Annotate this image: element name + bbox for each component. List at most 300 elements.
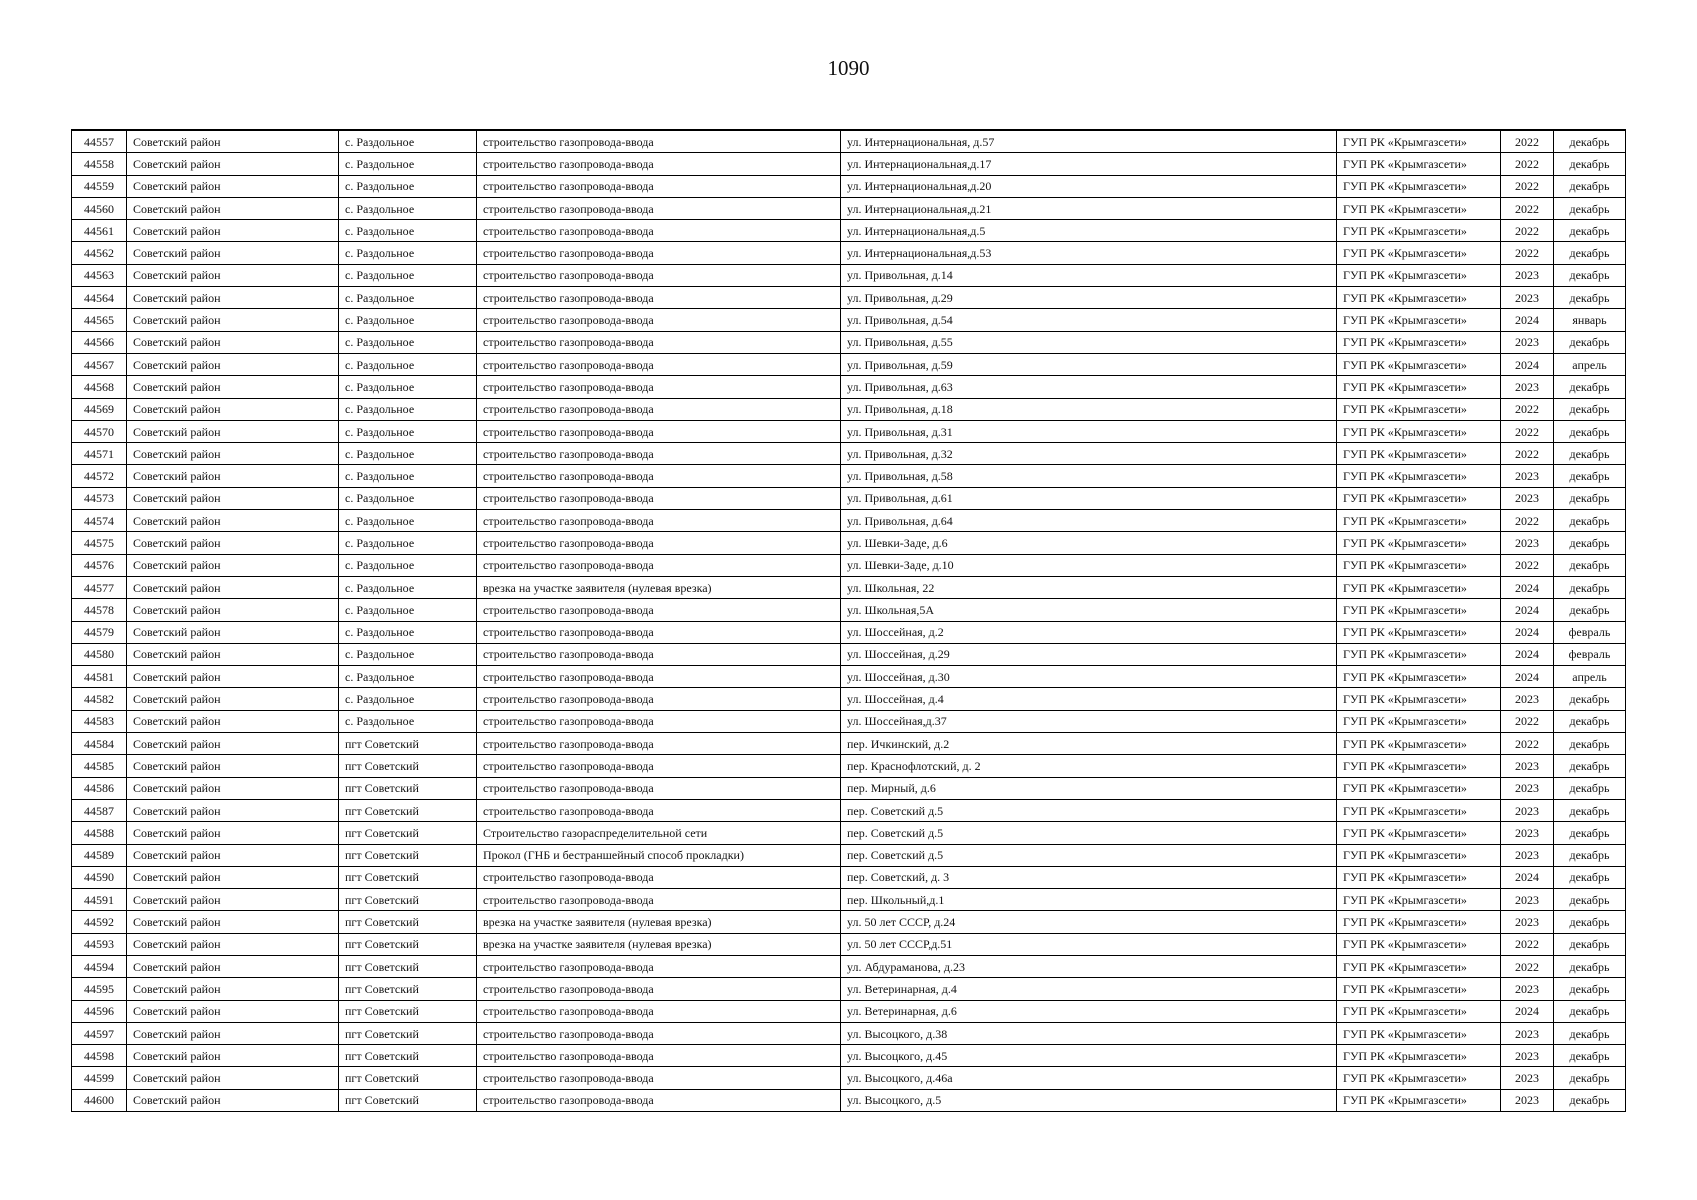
cell-organization: ГУП РК «Крымгазсети» (1337, 599, 1501, 621)
cell-row-number: 44576 (72, 554, 127, 576)
cell-month: декабрь (1554, 844, 1626, 866)
cell-work-type: врезка на участке заявителя (нулевая врезка) (477, 911, 841, 933)
cell-year: 2024 (1501, 576, 1554, 598)
cell-district: Советский район (127, 822, 339, 844)
cell-address: ул. Привольная, д.14 (841, 264, 1337, 286)
cell-work-type: строительство газопровода-ввода (477, 510, 841, 532)
cell-row-number: 44579 (72, 621, 127, 643)
cell-month: декабрь (1554, 130, 1626, 153)
cell-district: Советский район (127, 532, 339, 554)
cell-address: ул. Привольная, д.55 (841, 331, 1337, 353)
cell-work-type: строительство газопровода-ввода (477, 710, 841, 732)
table-row (72, 175, 1626, 197)
cell-year: 2022 (1501, 933, 1554, 955)
table-row (72, 733, 1626, 755)
cell-work-type: строительство газопровода-ввода (477, 398, 841, 420)
cell-year: 2023 (1501, 487, 1554, 509)
table-row (72, 688, 1626, 710)
cell-row-number: 44581 (72, 666, 127, 688)
cell-organization: ГУП РК «Крымгазсети» (1337, 554, 1501, 576)
cell-month: декабрь (1554, 889, 1626, 911)
cell-year: 2022 (1501, 733, 1554, 755)
cell-district: Советский район (127, 309, 339, 331)
cell-row-number: 44597 (72, 1022, 127, 1044)
cell-year: 2023 (1501, 978, 1554, 1000)
cell-address: ул. Высоцкого, д.5 (841, 1089, 1337, 1111)
cell-month: январь (1554, 309, 1626, 331)
cell-month: декабрь (1554, 1067, 1626, 1089)
cell-year: 2024 (1501, 643, 1554, 665)
cell-year: 2023 (1501, 376, 1554, 398)
cell-row-number: 44565 (72, 309, 127, 331)
cell-organization: ГУП РК «Крымгазсети» (1337, 264, 1501, 286)
cell-settlement: с. Раздольное (339, 643, 477, 665)
cell-settlement: с. Раздольное (339, 331, 477, 353)
cell-address: ул. Привольная, д.31 (841, 420, 1337, 442)
cell-year: 2022 (1501, 220, 1554, 242)
cell-month: декабрь (1554, 733, 1626, 755)
cell-year: 2023 (1501, 532, 1554, 554)
cell-year: 2022 (1501, 197, 1554, 219)
cell-work-type: врезка на участке заявителя (нулевая врезка) (477, 933, 841, 955)
table-row (72, 1022, 1626, 1044)
cell-work-type: строительство газопровода-ввода (477, 220, 841, 242)
cell-settlement: пгт Советский (339, 1022, 477, 1044)
cell-year: 2023 (1501, 1022, 1554, 1044)
cell-settlement: с. Раздольное (339, 487, 477, 509)
cell-address: ул. Шевки-Заде, д.10 (841, 554, 1337, 576)
cell-organization: ГУП РК «Крымгазсети» (1337, 844, 1501, 866)
table-row (72, 576, 1626, 598)
cell-settlement: с. Раздольное (339, 242, 477, 264)
cell-district: Советский район (127, 264, 339, 286)
cell-organization: ГУП РК «Крымгазсети» (1337, 532, 1501, 554)
cell-settlement: с. Раздольное (339, 554, 477, 576)
cell-row-number: 44557 (72, 130, 127, 153)
cell-month: декабрь (1554, 287, 1626, 309)
cell-year: 2023 (1501, 1067, 1554, 1089)
cell-work-type: строительство газопровода-ввода (477, 242, 841, 264)
cell-year: 2023 (1501, 822, 1554, 844)
cell-organization: ГУП РК «Крымгазсети» (1337, 643, 1501, 665)
cell-organization: ГУП РК «Крымгазсети» (1337, 287, 1501, 309)
cell-organization: ГУП РК «Крымгазсети» (1337, 710, 1501, 732)
cell-row-number: 44562 (72, 242, 127, 264)
cell-row-number: 44584 (72, 733, 127, 755)
table-row (72, 822, 1626, 844)
cell-settlement: пгт Советский (339, 911, 477, 933)
cell-row-number: 44575 (72, 532, 127, 554)
cell-address: ул. Интернациональная,д.5 (841, 220, 1337, 242)
table-row (72, 799, 1626, 821)
cell-district: Советский район (127, 353, 339, 375)
cell-month: декабрь (1554, 197, 1626, 219)
cell-work-type: строительство газопровода-ввода (477, 532, 841, 554)
cell-settlement: с. Раздольное (339, 220, 477, 242)
cell-work-type: Строительство газораспределительной сети (477, 822, 841, 844)
cell-organization: ГУП РК «Крымгазсети» (1337, 688, 1501, 710)
cell-year: 2023 (1501, 264, 1554, 286)
cell-settlement: пгт Советский (339, 844, 477, 866)
cell-row-number: 44572 (72, 465, 127, 487)
cell-district: Советский район (127, 710, 339, 732)
cell-month: декабрь (1554, 933, 1626, 955)
cell-address: ул. Шоссейная, д.30 (841, 666, 1337, 688)
cell-organization: ГУП РК «Крымгазсети» (1337, 911, 1501, 933)
cell-year: 2024 (1501, 309, 1554, 331)
cell-settlement: с. Раздольное (339, 398, 477, 420)
cell-row-number: 44563 (72, 264, 127, 286)
cell-address: ул. Ветеринарная, д.4 (841, 978, 1337, 1000)
cell-month: декабрь (1554, 955, 1626, 977)
cell-organization: ГУП РК «Крымгазсети» (1337, 576, 1501, 598)
cell-year: 2024 (1501, 353, 1554, 375)
cell-work-type: строительство газопровода-ввода (477, 1000, 841, 1022)
cell-organization: ГУП РК «Крымгазсети» (1337, 309, 1501, 331)
cell-district: Советский район (127, 487, 339, 509)
cell-month: декабрь (1554, 822, 1626, 844)
cell-row-number: 44560 (72, 197, 127, 219)
cell-settlement: с. Раздольное (339, 621, 477, 643)
cell-settlement: с. Раздольное (339, 710, 477, 732)
cell-year: 2024 (1501, 1000, 1554, 1022)
cell-row-number: 44571 (72, 443, 127, 465)
cell-district: Советский район (127, 777, 339, 799)
cell-month: декабрь (1554, 465, 1626, 487)
cell-work-type: врезка на участке заявителя (нулевая врезка) (477, 576, 841, 598)
cell-month: декабрь (1554, 599, 1626, 621)
cell-district: Советский район (127, 554, 339, 576)
cell-organization: ГУП РК «Крымгазсети» (1337, 822, 1501, 844)
cell-row-number: 44594 (72, 955, 127, 977)
cell-month: февраль (1554, 621, 1626, 643)
cell-organization: ГУП РК «Крымгазсети» (1337, 1022, 1501, 1044)
cell-settlement: с. Раздольное (339, 420, 477, 442)
cell-address: пер. Краснофлотский, д. 2 (841, 755, 1337, 777)
cell-work-type: строительство газопровода-ввода (477, 1022, 841, 1044)
cell-district: Советский район (127, 1045, 339, 1067)
cell-district: Советский район (127, 643, 339, 665)
cell-work-type: строительство газопровода-ввода (477, 1045, 841, 1067)
cell-work-type: строительство газопровода-ввода (477, 197, 841, 219)
cell-organization: ГУП РК «Крымгазсети» (1337, 175, 1501, 197)
cell-month: декабрь (1554, 911, 1626, 933)
cell-row-number: 44592 (72, 911, 127, 933)
cell-row-number: 44588 (72, 822, 127, 844)
cell-work-type: строительство газопровода-ввода (477, 443, 841, 465)
cell-work-type: строительство газопровода-ввода (477, 666, 841, 688)
cell-address: ул. Школьная,5А (841, 599, 1337, 621)
cell-organization: ГУП РК «Крымгазсети» (1337, 621, 1501, 643)
table-row (72, 309, 1626, 331)
cell-address: ул. 50 лет СССР,д.51 (841, 933, 1337, 955)
cell-row-number: 44577 (72, 576, 127, 598)
table-row (72, 420, 1626, 442)
cell-year: 2023 (1501, 777, 1554, 799)
cell-work-type: строительство газопровода-ввода (477, 621, 841, 643)
table-row (72, 955, 1626, 977)
cell-address: ул. Ветеринарная, д.6 (841, 1000, 1337, 1022)
cell-month: декабрь (1554, 710, 1626, 732)
cell-district: Советский район (127, 331, 339, 353)
cell-district: Советский район (127, 733, 339, 755)
cell-row-number: 44599 (72, 1067, 127, 1089)
cell-work-type: строительство газопровода-ввода (477, 353, 841, 375)
cell-address: ул. Шоссейная, д.4 (841, 688, 1337, 710)
cell-work-type: строительство газопровода-ввода (477, 175, 841, 197)
cell-organization: ГУП РК «Крымгазсети» (1337, 866, 1501, 888)
cell-year: 2022 (1501, 554, 1554, 576)
cell-organization: ГУП РК «Крымгазсети» (1337, 220, 1501, 242)
cell-address: ул. Интернациональная, д.57 (841, 130, 1337, 153)
table-row (72, 1045, 1626, 1067)
cell-year: 2022 (1501, 130, 1554, 153)
table-row (72, 621, 1626, 643)
cell-month: декабрь (1554, 1000, 1626, 1022)
cell-address: ул. Привольная, д.29 (841, 287, 1337, 309)
cell-organization: ГУП РК «Крымгазсети» (1337, 443, 1501, 465)
cell-district: Советский район (127, 866, 339, 888)
cell-organization: ГУП РК «Крымгазсети» (1337, 1067, 1501, 1089)
cell-row-number: 44561 (72, 220, 127, 242)
cell-year: 2023 (1501, 755, 1554, 777)
table-row (72, 376, 1626, 398)
cell-settlement: с. Раздольное (339, 666, 477, 688)
cell-address: ул. Шевки-Заде, д.6 (841, 532, 1337, 554)
cell-district: Советский район (127, 911, 339, 933)
cell-work-type: строительство газопровода-ввода (477, 264, 841, 286)
cell-work-type: строительство газопровода-ввода (477, 955, 841, 977)
cell-settlement: с. Раздольное (339, 576, 477, 598)
cell-district: Советский район (127, 398, 339, 420)
cell-year: 2023 (1501, 287, 1554, 309)
cell-address: ул. 50 лет СССР, д.24 (841, 911, 1337, 933)
table-row (72, 666, 1626, 688)
table-row (72, 197, 1626, 219)
cell-month: декабрь (1554, 554, 1626, 576)
cell-organization: ГУП РК «Крымгазсети» (1337, 666, 1501, 688)
cell-address: ул. Высоцкого, д.45 (841, 1045, 1337, 1067)
table-row (72, 242, 1626, 264)
cell-month: декабрь (1554, 331, 1626, 353)
cell-year: 2022 (1501, 153, 1554, 175)
cell-month: декабрь (1554, 777, 1626, 799)
cell-settlement: с. Раздольное (339, 175, 477, 197)
cell-settlement: с. Раздольное (339, 130, 477, 153)
cell-address: ул. Шоссейная, д.29 (841, 643, 1337, 665)
cell-district: Советский район (127, 666, 339, 688)
table-row (72, 264, 1626, 286)
cell-month: декабрь (1554, 242, 1626, 264)
cell-organization: ГУП РК «Крымгазсети» (1337, 465, 1501, 487)
cell-organization: ГУП РК «Крымгазсети» (1337, 376, 1501, 398)
table-row (72, 1000, 1626, 1022)
cell-row-number: 44559 (72, 175, 127, 197)
cell-month: декабрь (1554, 866, 1626, 888)
cell-row-number: 44589 (72, 844, 127, 866)
cell-address: ул. Интернациональная,д.17 (841, 153, 1337, 175)
cell-row-number: 44569 (72, 398, 127, 420)
cell-row-number: 44580 (72, 643, 127, 665)
cell-month: декабрь (1554, 755, 1626, 777)
cell-month: декабрь (1554, 487, 1626, 509)
cell-district: Советский район (127, 889, 339, 911)
cell-row-number: 44598 (72, 1045, 127, 1067)
table-row (72, 443, 1626, 465)
cell-year: 2023 (1501, 688, 1554, 710)
cell-month: декабрь (1554, 1022, 1626, 1044)
cell-organization: ГУП РК «Крымгазсети» (1337, 487, 1501, 509)
cell-year: 2023 (1501, 331, 1554, 353)
cell-work-type: строительство газопровода-ввода (477, 777, 841, 799)
cell-year: 2022 (1501, 443, 1554, 465)
cell-district: Советский район (127, 799, 339, 821)
cell-row-number: 44585 (72, 755, 127, 777)
cell-year: 2022 (1501, 955, 1554, 977)
cell-organization: ГУП РК «Крымгазсети» (1337, 153, 1501, 175)
table-row (72, 1089, 1626, 1111)
cell-row-number: 44573 (72, 487, 127, 509)
cell-month: декабрь (1554, 510, 1626, 532)
table-row (72, 220, 1626, 242)
cell-row-number: 44591 (72, 889, 127, 911)
cell-work-type: строительство газопровода-ввода (477, 799, 841, 821)
cell-address: ул. Интернациональная,д.53 (841, 242, 1337, 264)
cell-address: ул. Школьная, 22 (841, 576, 1337, 598)
page-number: 1090 (827, 56, 870, 80)
cell-district: Советский район (127, 130, 339, 153)
cell-month: декабрь (1554, 532, 1626, 554)
cell-row-number: 44590 (72, 866, 127, 888)
cell-work-type: строительство газопровода-ввода (477, 130, 841, 153)
cell-year: 2023 (1501, 465, 1554, 487)
table-row (72, 866, 1626, 888)
cell-year: 2023 (1501, 1045, 1554, 1067)
cell-district: Советский район (127, 242, 339, 264)
cell-settlement: с. Раздольное (339, 688, 477, 710)
cell-settlement: пгт Советский (339, 955, 477, 977)
cell-work-type: строительство газопровода-ввода (477, 755, 841, 777)
cell-district: Советский район (127, 510, 339, 532)
cell-organization: ГУП РК «Крымгазсети» (1337, 955, 1501, 977)
cell-year: 2023 (1501, 911, 1554, 933)
cell-row-number: 44564 (72, 287, 127, 309)
cell-work-type: строительство газопровода-ввода (477, 487, 841, 509)
cell-month: декабрь (1554, 398, 1626, 420)
cell-month: декабрь (1554, 1089, 1626, 1111)
table-row (72, 889, 1626, 911)
cell-organization: ГУП РК «Крымгазсети» (1337, 733, 1501, 755)
cell-district: Советский район (127, 1067, 339, 1089)
table-row (72, 510, 1626, 532)
cell-month: декабрь (1554, 153, 1626, 175)
cell-organization: ГУП РК «Крымгазсети» (1337, 242, 1501, 264)
cell-address: ул. Интернациональная,д.20 (841, 175, 1337, 197)
cell-year: 2022 (1501, 398, 1554, 420)
cell-work-type: строительство газопровода-ввода (477, 153, 841, 175)
cell-settlement: с. Раздольное (339, 510, 477, 532)
cell-settlement: с. Раздольное (339, 443, 477, 465)
cell-month: декабрь (1554, 799, 1626, 821)
cell-organization: ГУП РК «Крымгазсети» (1337, 197, 1501, 219)
cell-work-type: строительство газопровода-ввода (477, 733, 841, 755)
cell-year: 2022 (1501, 175, 1554, 197)
cell-year: 2022 (1501, 710, 1554, 732)
cell-month: декабрь (1554, 978, 1626, 1000)
cell-organization: ГУП РК «Крымгазсети» (1337, 398, 1501, 420)
cell-organization: ГУП РК «Крымгазсети» (1337, 978, 1501, 1000)
cell-address: ул. Шоссейная, д.2 (841, 621, 1337, 643)
cell-organization: ГУП РК «Крымгазсети» (1337, 933, 1501, 955)
table-row (72, 755, 1626, 777)
cell-organization: ГУП РК «Крымгазсети» (1337, 353, 1501, 375)
cell-settlement: пгт Советский (339, 933, 477, 955)
cell-year: 2022 (1501, 242, 1554, 264)
cell-row-number: 44582 (72, 688, 127, 710)
cell-settlement: с. Раздольное (339, 287, 477, 309)
cell-work-type: строительство газопровода-ввода (477, 287, 841, 309)
cell-work-type: строительство газопровода-ввода (477, 331, 841, 353)
cell-row-number: 44574 (72, 510, 127, 532)
cell-work-type: Прокол (ГНБ и бестраншейный способ прокладки) (477, 844, 841, 866)
cell-district: Советский район (127, 443, 339, 465)
cell-settlement: пгт Советский (339, 822, 477, 844)
cell-settlement: пгт Советский (339, 889, 477, 911)
table-row (72, 710, 1626, 732)
cell-district: Советский район (127, 933, 339, 955)
cell-row-number: 44567 (72, 353, 127, 375)
table-row (72, 331, 1626, 353)
cell-year: 2023 (1501, 1089, 1554, 1111)
cell-district: Советский район (127, 287, 339, 309)
cell-address: пер. Ичкинский, д.2 (841, 733, 1337, 755)
cell-settlement: с. Раздольное (339, 353, 477, 375)
cell-address: ул. Шоссейная,д.37 (841, 710, 1337, 732)
cell-row-number: 44586 (72, 777, 127, 799)
cell-district: Советский район (127, 1022, 339, 1044)
cell-month: декабрь (1554, 220, 1626, 242)
cell-year: 2022 (1501, 510, 1554, 532)
cell-district: Советский район (127, 175, 339, 197)
cell-work-type: строительство газопровода-ввода (477, 688, 841, 710)
table-row (72, 643, 1626, 665)
cell-address: ул. Привольная, д.59 (841, 353, 1337, 375)
cell-organization: ГУП РК «Крымгазсети» (1337, 1000, 1501, 1022)
cell-work-type: строительство газопровода-ввода (477, 866, 841, 888)
cell-district: Советский район (127, 688, 339, 710)
cell-work-type: строительство газопровода-ввода (477, 978, 841, 1000)
table-row (72, 911, 1626, 933)
table-row (72, 599, 1626, 621)
table-row (72, 465, 1626, 487)
cell-month: декабрь (1554, 175, 1626, 197)
table-row (72, 398, 1626, 420)
cell-district: Советский район (127, 576, 339, 598)
cell-address: пер. Советский д.5 (841, 799, 1337, 821)
cell-settlement: с. Раздольное (339, 465, 477, 487)
cell-organization: ГУП РК «Крымгазсети» (1337, 510, 1501, 532)
cell-district: Советский район (127, 1089, 339, 1111)
table-row (72, 933, 1626, 955)
cell-settlement: с. Раздольное (339, 376, 477, 398)
table-row (72, 844, 1626, 866)
cell-organization: ГУП РК «Крымгазсети» (1337, 1045, 1501, 1067)
cell-month: апрель (1554, 666, 1626, 688)
cell-year: 2023 (1501, 844, 1554, 866)
cell-month: декабрь (1554, 376, 1626, 398)
cell-month: апрель (1554, 353, 1626, 375)
table-row (72, 287, 1626, 309)
